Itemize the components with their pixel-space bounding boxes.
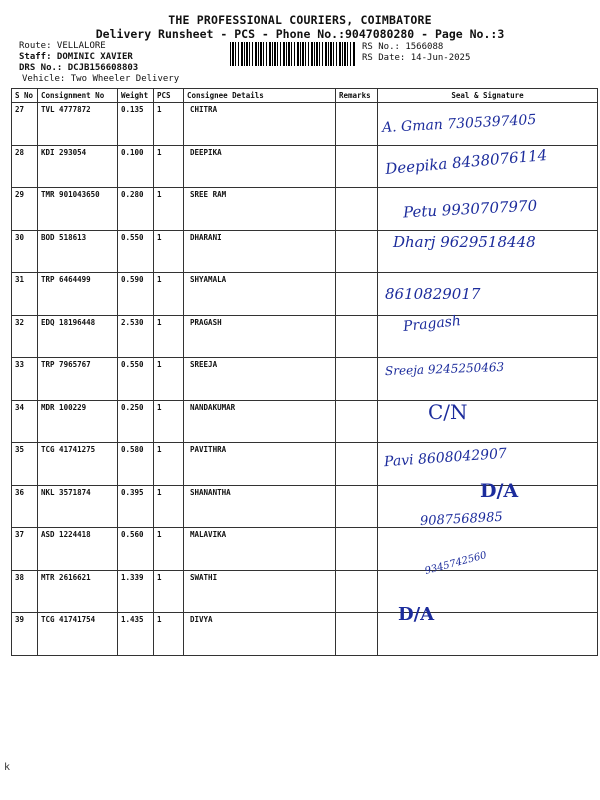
consignee-cell: PAVITHRA	[184, 443, 336, 486]
table-row	[12, 570, 598, 613]
sno-cell: 32	[12, 315, 38, 358]
sno-cell: 29	[12, 188, 38, 231]
table-row	[12, 273, 598, 316]
margin-mark: k	[4, 762, 11, 773]
col-header-remarks: Remarks	[336, 89, 378, 103]
signature-row-36: D/A	[480, 480, 519, 502]
consignment-cell: TMR 901043650	[38, 188, 118, 231]
signature-row-31: 8610829017	[385, 285, 481, 303]
signature-row-34: C/N	[428, 400, 468, 424]
consignee-cell: DEEPIKA	[184, 145, 336, 188]
table-row	[12, 315, 598, 358]
weight-cell: 0.560	[118, 528, 154, 571]
col-header-consignee: Consignee Details	[184, 89, 336, 103]
consignment-cell: TRP 7965767	[38, 358, 118, 401]
weight-cell: 0.550	[118, 230, 154, 273]
table-row	[12, 528, 598, 571]
remarks-cell	[336, 188, 378, 231]
sno-cell: 35	[12, 443, 38, 486]
remarks-cell	[336, 443, 378, 486]
consignment-cell: MTR 2616621	[38, 570, 118, 613]
vehicle-text: Vehicle: Two Wheeler Delivery	[22, 74, 180, 84]
remarks-cell	[336, 528, 378, 571]
col-header-weight: Weight	[118, 89, 154, 103]
remarks-cell	[336, 358, 378, 401]
remarks-cell	[336, 613, 378, 656]
weight-cell: 0.395	[118, 485, 154, 528]
barcode-image	[230, 42, 356, 66]
weight-cell: 2.530	[118, 315, 154, 358]
pcs-cell: 1	[154, 485, 184, 528]
consignment-cell: TRP 6464499	[38, 273, 118, 316]
remarks-cell	[336, 145, 378, 188]
sno-cell: 28	[12, 145, 38, 188]
signature-row-39: D/A	[398, 604, 435, 625]
pcs-cell: 1	[154, 613, 184, 656]
pcs-cell: 1	[154, 273, 184, 316]
pcs-cell: 1	[154, 145, 184, 188]
consignee-cell: PRAGASH	[184, 315, 336, 358]
rs-number: RS No.: 1566088	[362, 42, 444, 52]
consignment-cell: MDR 100229	[38, 400, 118, 443]
consignment-cell: BOD 518613	[38, 230, 118, 273]
runsheet-title: Delivery Runsheet - PCS - Phone No.:9047080280 - Page No.:3	[95, 27, 505, 41]
consignee-cell: SWATHI	[184, 570, 336, 613]
pcs-cell: 1	[154, 230, 184, 273]
weight-cell: 1.339	[118, 570, 154, 613]
table-body	[12, 103, 598, 656]
sno-cell: 38	[12, 570, 38, 613]
weight-cell: 0.590	[118, 273, 154, 316]
col-header-pcs: PCS	[154, 89, 184, 103]
pcs-cell: 1	[154, 358, 184, 401]
weight-cell: 0.100	[118, 145, 154, 188]
rs-date: RS Date: 14-Jun-2025	[362, 53, 471, 63]
weight-cell: 0.250	[118, 400, 154, 443]
consignee-cell: SHANANTHA	[184, 485, 336, 528]
table-row	[12, 613, 598, 656]
pcs-cell: 1	[154, 528, 184, 571]
pcs-cell: 1	[154, 443, 184, 486]
consignment-cell: TCG 41741275	[38, 443, 118, 486]
signature-row-35: Pavi 8608042907	[383, 445, 508, 471]
pcs-cell: 1	[154, 400, 184, 443]
table-row	[12, 443, 598, 486]
sno-cell: 30	[12, 230, 38, 273]
pcs-cell: 1	[154, 188, 184, 231]
drs-number: DRS No.: DCJB156608803	[19, 63, 139, 73]
signature-row-29: Petu 9930707970	[402, 196, 538, 222]
sno-cell: 34	[12, 400, 38, 443]
consignee-cell: SHYAMALA	[184, 273, 336, 316]
col-header-signature: Seal & Signature	[378, 89, 598, 103]
weight-cell: 0.280	[118, 188, 154, 231]
remarks-cell	[336, 485, 378, 528]
sno-cell: 36	[12, 485, 38, 528]
weight-cell: 0.580	[118, 443, 154, 486]
sno-cell: 37	[12, 528, 38, 571]
consignee-cell: DIVYA	[184, 613, 336, 656]
consignment-cell: NKL 3571874	[38, 485, 118, 528]
consignee-cell: CHITRA	[184, 103, 336, 146]
sno-cell: 39	[12, 613, 38, 656]
remarks-cell	[336, 315, 378, 358]
consignee-cell: NANDAKUMAR	[184, 400, 336, 443]
route-text: Route: VELLALORE	[19, 41, 106, 51]
weight-cell: 1.435	[118, 613, 154, 656]
weight-cell: 0.550	[118, 358, 154, 401]
signature-row-27: A. Gman 7305397405	[381, 111, 537, 137]
table-row	[12, 400, 598, 443]
consignee-cell: DHARANI	[184, 230, 336, 273]
consignment-cell: KDI 293054	[38, 145, 118, 188]
weight-cell: 0.135	[118, 103, 154, 146]
staff-text: Staff: DOMINIC XAVIER	[19, 52, 133, 62]
consignment-cell: EDQ 18196448	[38, 315, 118, 358]
pcs-cell: 1	[154, 570, 184, 613]
consignment-cell: TVL 4777872	[38, 103, 118, 146]
consignment-cell: ASD 1224418	[38, 528, 118, 571]
signature-cell	[378, 400, 598, 443]
pcs-cell: 1	[154, 315, 184, 358]
remarks-cell	[336, 400, 378, 443]
signature-row-28: Deepika 8438076114	[384, 145, 548, 179]
signature-row-33: Sreeja 9245250463	[384, 359, 505, 379]
signature-row-32: Pragash	[402, 313, 462, 335]
signature-row-38: 9345742560	[423, 549, 488, 578]
remarks-cell	[336, 273, 378, 316]
remarks-cell	[336, 230, 378, 273]
col-header-consignment: Consignment No	[38, 89, 118, 103]
consignee-cell: SREE RAM	[184, 188, 336, 231]
signature-row-37: 9087568985	[419, 509, 504, 530]
table-header-row	[12, 89, 598, 103]
remarks-cell	[336, 570, 378, 613]
signature-cell	[378, 528, 598, 571]
table-row	[12, 358, 598, 401]
col-header-sno: S No	[12, 89, 38, 103]
sno-cell: 31	[12, 273, 38, 316]
pcs-cell: 1	[154, 103, 184, 146]
remarks-cell	[336, 103, 378, 146]
runsheet-table	[11, 88, 598, 656]
consignee-cell: SREEJA	[184, 358, 336, 401]
sno-cell: 27	[12, 103, 38, 146]
consignee-cell: MALAVIKA	[184, 528, 336, 571]
consignment-cell: TCG 41741754	[38, 613, 118, 656]
company-title: THE PROFESSIONAL COURIERS, COIMBATORE	[168, 13, 432, 27]
signature-row-30: Dharj 9629518448	[393, 233, 536, 251]
sno-cell: 33	[12, 358, 38, 401]
